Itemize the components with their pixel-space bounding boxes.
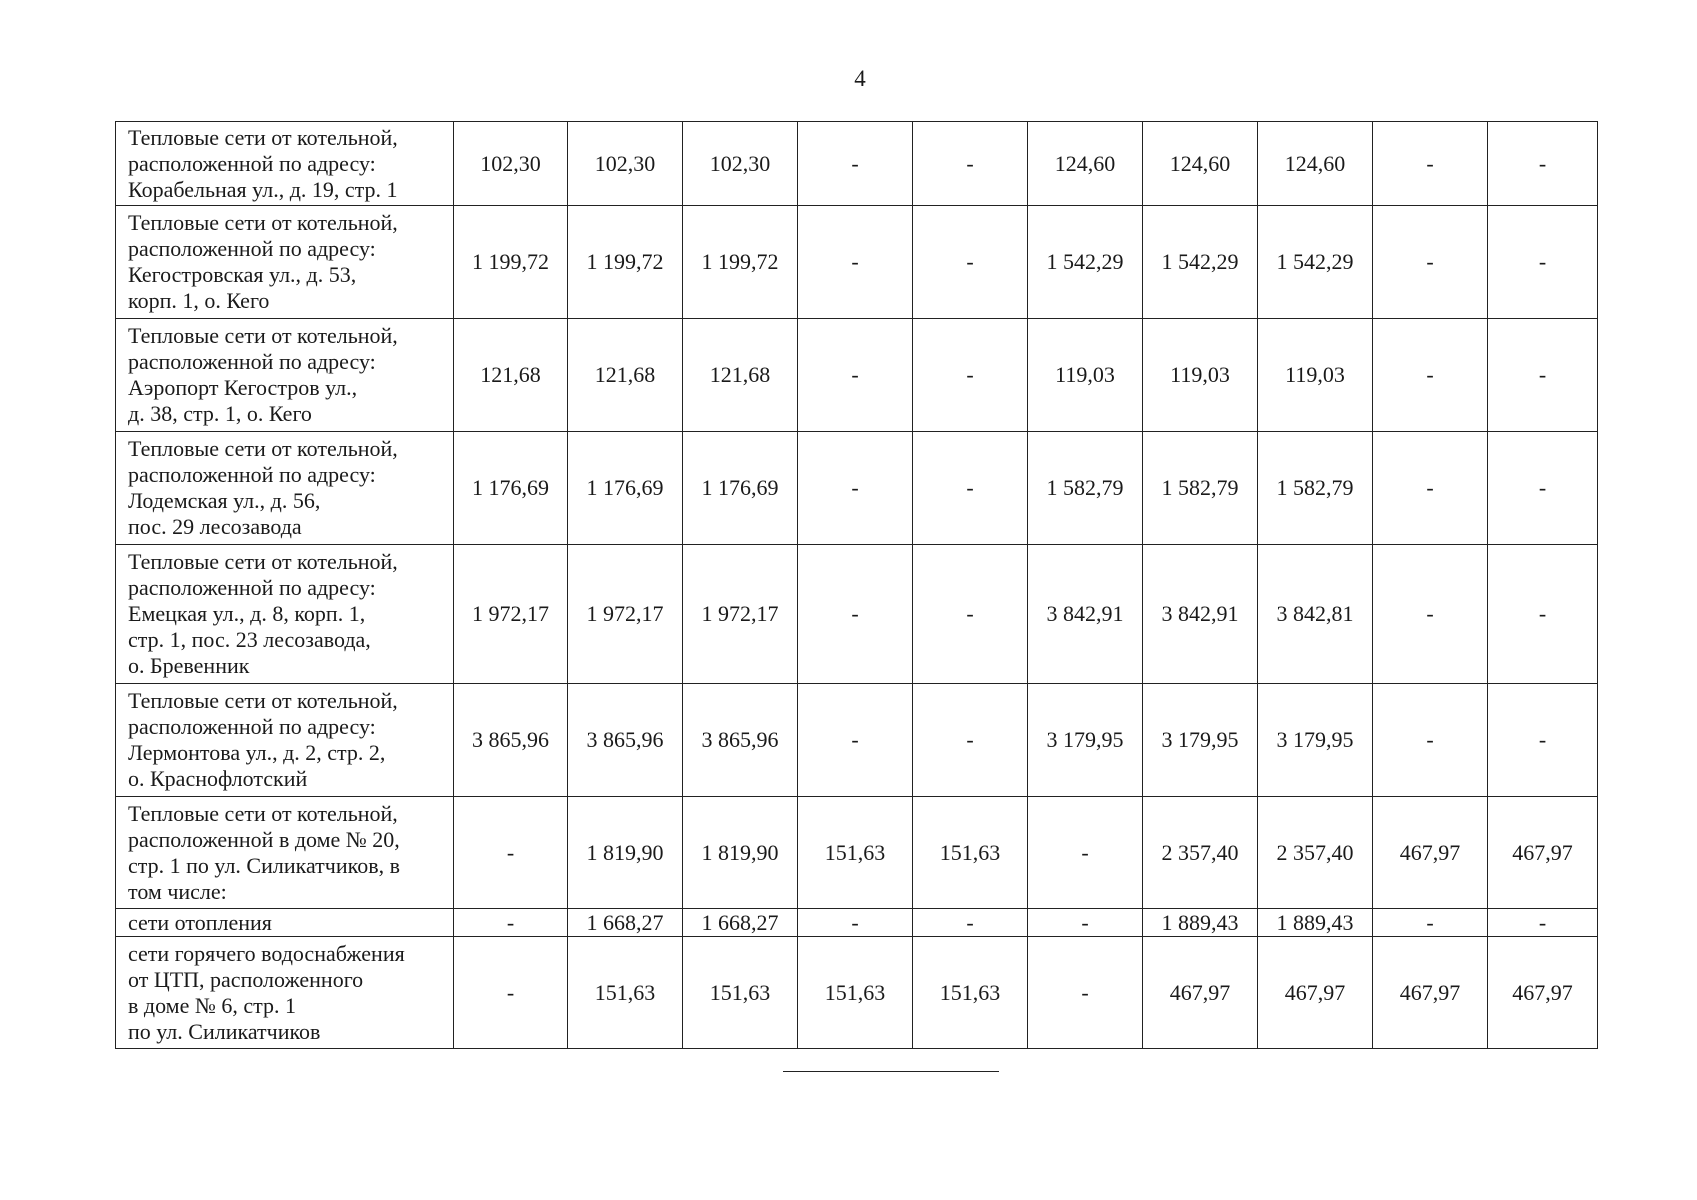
row-name-line: д. 38, стр. 1, о. Кего [128, 401, 312, 426]
value-cell: 3 179,95 [1028, 684, 1143, 797]
row-name-cell [116, 684, 454, 797]
row-name-line: Тепловые сети от котельной, [128, 210, 398, 235]
table-row [116, 684, 1598, 797]
value-cell: 124,60 [1258, 122, 1373, 206]
value-cell: - [913, 122, 1028, 206]
row-name-line: Тепловые сети от котельной, [128, 549, 398, 574]
value-cell: 1 176,69 [568, 432, 683, 545]
value-cell: 119,03 [1258, 319, 1373, 432]
value-cell: 102,30 [454, 122, 568, 206]
value-cell: 121,68 [454, 319, 568, 432]
value-cell: - [798, 909, 913, 937]
value-cell: 102,30 [568, 122, 683, 206]
row-name-line: расположенной по адресу: [128, 714, 376, 739]
value-cell: 2 357,40 [1143, 797, 1258, 909]
value-cell: 1 199,72 [683, 206, 798, 319]
value-cell: - [1373, 206, 1488, 319]
value-cell: 1 889,43 [1258, 909, 1373, 937]
value-cell: 1 582,79 [1258, 432, 1373, 545]
row-name-line: корп. 1, о. Кего [128, 288, 270, 313]
table-row [116, 909, 1598, 937]
footer-rule [783, 1071, 999, 1072]
value-cell: 1 668,27 [683, 909, 798, 937]
value-cell: - [454, 797, 568, 909]
heat-networks-table [115, 121, 1598, 1049]
value-cell: 124,60 [1143, 122, 1258, 206]
value-cell: 121,68 [568, 319, 683, 432]
value-cell: - [798, 684, 913, 797]
table-row [116, 937, 1598, 1049]
table-row [116, 206, 1598, 319]
value-cell: - [913, 909, 1028, 937]
value-cell: 467,97 [1488, 937, 1598, 1049]
value-cell: 1 668,27 [568, 909, 683, 937]
value-cell: - [1373, 684, 1488, 797]
row-name-cell [116, 206, 454, 319]
value-cell: - [1488, 684, 1598, 797]
row-name-line: Тепловые сети от котельной, [128, 436, 398, 461]
value-cell: 151,63 [568, 937, 683, 1049]
value-cell: 119,03 [1143, 319, 1258, 432]
row-name-line: Тепловые сети от котельной, [128, 323, 398, 348]
value-cell: - [1028, 937, 1143, 1049]
value-cell: - [1488, 545, 1598, 684]
value-cell: 2 357,40 [1258, 797, 1373, 909]
row-name-line: Аэропорт Кегостров ул., [128, 375, 358, 400]
value-cell: - [1488, 122, 1598, 206]
value-cell: 1 972,17 [683, 545, 798, 684]
row-name-cell [116, 909, 454, 937]
value-cell: 124,60 [1028, 122, 1143, 206]
row-name-line: в доме № 6, стр. 1 [128, 992, 296, 1018]
value-cell: - [913, 684, 1028, 797]
value-cell: - [1373, 909, 1488, 937]
row-name-line: о. Краснофлотский [128, 766, 308, 791]
row-name-line: Тепловые сети от котельной, [128, 800, 398, 826]
value-cell: - [454, 909, 568, 937]
value-cell: - [913, 319, 1028, 432]
row-name-line: Лодемская ул., д. 56, [128, 488, 321, 513]
value-cell: 102,30 [683, 122, 798, 206]
table-body [116, 122, 1598, 1049]
value-cell: - [913, 206, 1028, 319]
value-cell: 3 865,96 [683, 684, 798, 797]
row-name-line: Тепловые сети от котельной, [128, 124, 398, 150]
table-row [116, 122, 1598, 206]
value-cell: 1 819,90 [683, 797, 798, 909]
value-cell: 3 865,96 [568, 684, 683, 797]
row-name-line: Тепловые сети от котельной, [128, 688, 398, 713]
value-cell: 3 842,91 [1028, 545, 1143, 684]
value-cell: - [798, 122, 913, 206]
value-cell: 121,68 [683, 319, 798, 432]
row-name-line: расположенной по адресу: [128, 236, 376, 261]
value-cell: - [1488, 909, 1598, 937]
value-cell: - [1373, 545, 1488, 684]
row-name-line: расположенной по адресу: [128, 150, 376, 176]
row-name-cell [116, 432, 454, 545]
row-name-line: том числе: [128, 878, 227, 904]
value-cell: 1 176,69 [683, 432, 798, 545]
value-cell: 1 542,29 [1258, 206, 1373, 319]
value-cell: 1 819,90 [568, 797, 683, 909]
row-name-line: расположенной в доме № 20, [128, 826, 400, 852]
value-cell: 3 865,96 [454, 684, 568, 797]
value-cell: 3 842,91 [1143, 545, 1258, 684]
value-cell: 1 582,79 [1028, 432, 1143, 545]
row-name-line: сети отопления [128, 909, 272, 935]
row-name-line: Корабельная ул., д. 19, стр. 1 [128, 176, 398, 202]
value-cell: - [798, 545, 913, 684]
value-cell: 1 582,79 [1143, 432, 1258, 545]
value-cell: - [1373, 432, 1488, 545]
table-row [116, 797, 1598, 909]
value-cell: 1 542,29 [1028, 206, 1143, 319]
value-cell: - [1488, 432, 1598, 545]
row-name-line: о. Бревенник [128, 653, 250, 678]
value-cell: - [1488, 319, 1598, 432]
value-cell: 467,97 [1258, 937, 1373, 1049]
value-cell: 3 179,95 [1143, 684, 1258, 797]
value-cell: 151,63 [913, 797, 1028, 909]
value-cell: - [1028, 797, 1143, 909]
table-row [116, 545, 1598, 684]
row-name-line: по ул. Силикатчиков [128, 1018, 321, 1044]
value-cell: 467,97 [1373, 937, 1488, 1049]
value-cell: 3 179,95 [1258, 684, 1373, 797]
value-cell: 1 972,17 [454, 545, 568, 684]
row-name-line: пос. 29 лесозавода [128, 514, 302, 539]
value-cell: - [798, 319, 913, 432]
value-cell: - [798, 206, 913, 319]
value-cell: 1 199,72 [454, 206, 568, 319]
value-cell: 1 889,43 [1143, 909, 1258, 937]
value-cell: 119,03 [1028, 319, 1143, 432]
value-cell: - [1373, 122, 1488, 206]
value-cell: 467,97 [1373, 797, 1488, 909]
row-name-line: Кегостровская ул., д. 53, [128, 262, 357, 287]
value-cell: - [913, 545, 1028, 684]
value-cell: 151,63 [683, 937, 798, 1049]
value-cell: 467,97 [1488, 797, 1598, 909]
value-cell: 151,63 [913, 937, 1028, 1049]
row-name-cell [116, 545, 454, 684]
value-cell: - [1028, 909, 1143, 937]
value-cell: 151,63 [798, 937, 913, 1049]
row-name-line: расположенной по адресу: [128, 462, 376, 487]
value-cell: 1 542,29 [1143, 206, 1258, 319]
value-cell: - [1488, 206, 1598, 319]
row-name-line: стр. 1 по ул. Силикатчиков, в [128, 852, 400, 878]
row-name-line: сети горячего водоснабжения [128, 940, 405, 966]
row-name-cell [116, 797, 454, 909]
value-cell: - [913, 432, 1028, 545]
value-cell: 1 972,17 [568, 545, 683, 684]
value-cell: - [1373, 319, 1488, 432]
value-cell: - [454, 937, 568, 1049]
table-row [116, 432, 1598, 545]
value-cell: 151,63 [798, 797, 913, 909]
value-cell: 1 176,69 [454, 432, 568, 545]
row-name-line: расположенной по адресу: [128, 575, 376, 600]
value-cell: 3 842,81 [1258, 545, 1373, 684]
value-cell: 1 199,72 [568, 206, 683, 319]
row-name-cell [116, 122, 454, 206]
page-number: 4 [854, 66, 866, 91]
value-cell: 467,97 [1143, 937, 1258, 1049]
row-name-cell [116, 937, 454, 1049]
row-name-line: Емецкая ул., д. 8, корп. 1, [128, 601, 366, 626]
row-name-line: стр. 1, пос. 23 лесозавода, [128, 627, 371, 652]
value-cell: - [798, 432, 913, 545]
table-row [116, 319, 1598, 432]
row-name-cell [116, 319, 454, 432]
row-name-line: от ЦТП, расположенного [128, 966, 364, 992]
row-name-line: расположенной по адресу: [128, 349, 376, 374]
row-name-line: Лермонтова ул., д. 2, стр. 2, [128, 740, 386, 765]
